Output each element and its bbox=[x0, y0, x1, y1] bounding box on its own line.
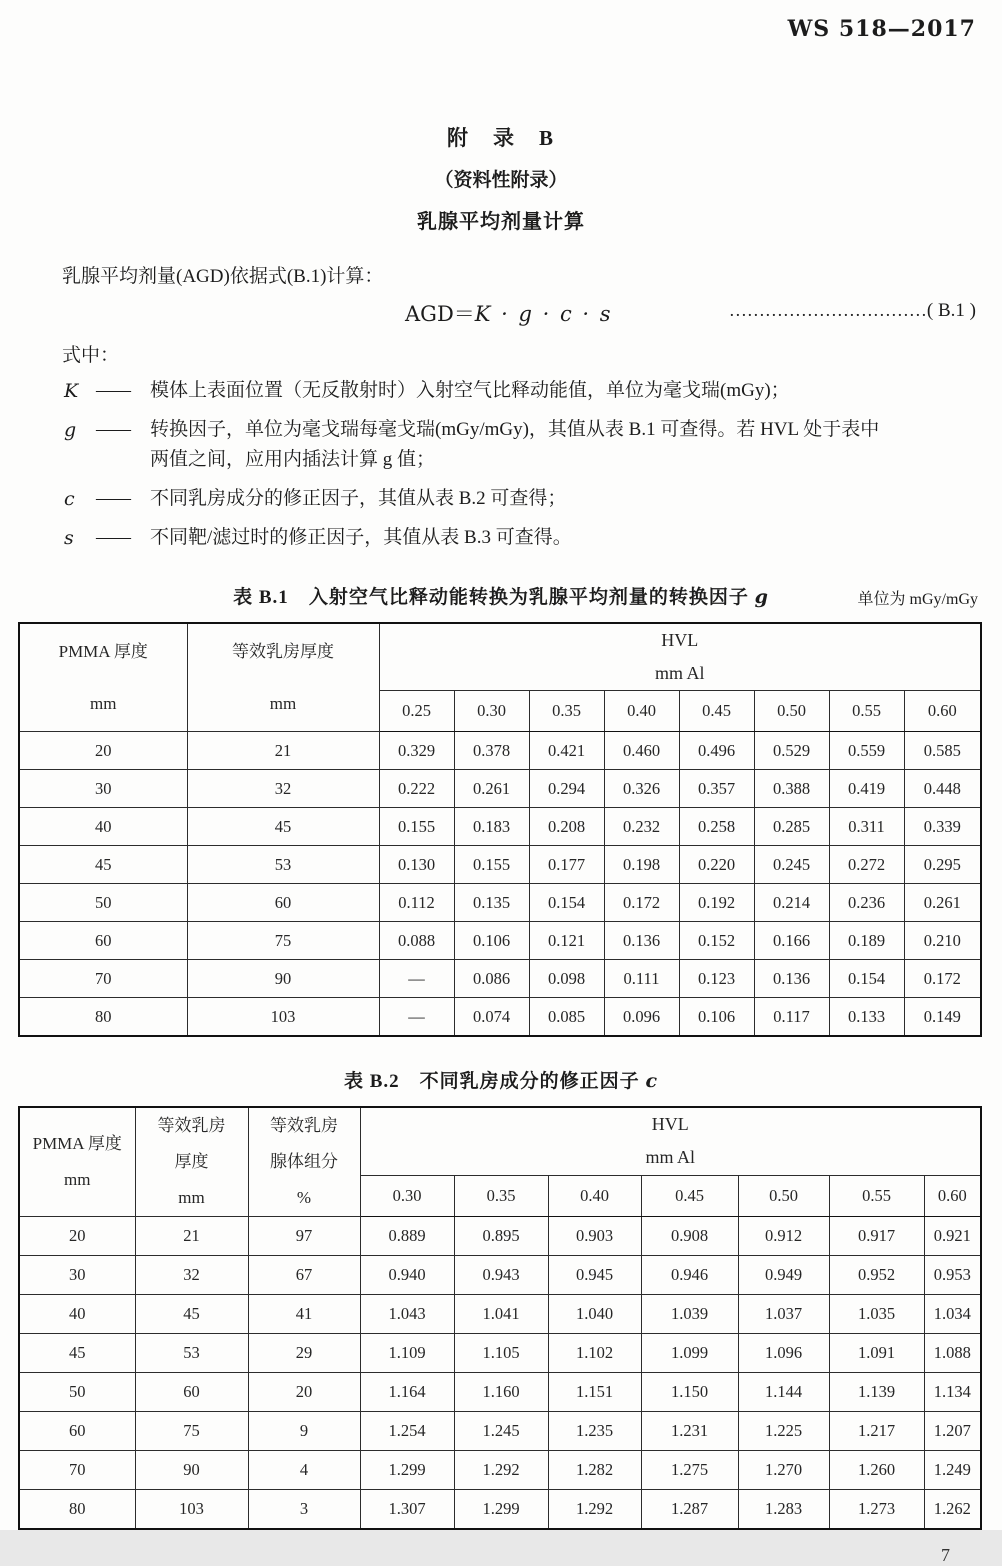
table-cell: 1.096 bbox=[738, 1334, 829, 1373]
table-cell: 0.154 bbox=[529, 884, 604, 922]
table-cell: 0.326 bbox=[604, 770, 679, 808]
table-b1-unit-note: 单位为 mGy/mGy bbox=[857, 591, 978, 609]
doc-number: WS 518—2017 bbox=[787, 16, 976, 42]
table-cell: 0.421 bbox=[529, 732, 604, 770]
formula-rhs: K · g · c · s bbox=[474, 302, 613, 326]
table-cell: 0.895 bbox=[454, 1217, 548, 1256]
table-cell: 0.085 bbox=[529, 998, 604, 1037]
table-cell: 0.183 bbox=[454, 808, 529, 846]
table-cell: 1.043 bbox=[360, 1295, 454, 1334]
b1-hvl-label: HVL bbox=[661, 630, 699, 651]
table-row bbox=[19, 808, 981, 846]
table-cell: 0.166 bbox=[754, 922, 829, 960]
table-cell: 0.232 bbox=[604, 808, 679, 846]
table-cell: 0.952 bbox=[829, 1256, 924, 1295]
hvl-value-header: 0.60 bbox=[904, 691, 981, 732]
table-cell: 0.917 bbox=[829, 1217, 924, 1256]
table-cell: 0.236 bbox=[829, 884, 904, 922]
table-cell: 80 bbox=[19, 998, 187, 1037]
table-cell: 0.912 bbox=[738, 1217, 829, 1256]
table-row bbox=[19, 1334, 981, 1373]
table-cell: 0.192 bbox=[679, 884, 754, 922]
table-cell: 1.134 bbox=[924, 1373, 981, 1412]
table-cell: 0.329 bbox=[379, 732, 454, 770]
table-cell: 1.102 bbox=[548, 1334, 641, 1373]
table-cell: 1.282 bbox=[548, 1451, 641, 1490]
table-cell: 50 bbox=[19, 884, 187, 922]
b1-header-equiv-line2: mm bbox=[269, 693, 297, 713]
table-row bbox=[19, 922, 981, 960]
table-cell: 53 bbox=[135, 1334, 248, 1373]
table-cell: 40 bbox=[19, 808, 187, 846]
table-cell: 0.133 bbox=[829, 998, 904, 1037]
definition-item bbox=[64, 484, 976, 514]
table-cell: 1.270 bbox=[738, 1451, 829, 1490]
hvl-value-header: 0.25 bbox=[379, 691, 454, 732]
table-row bbox=[19, 1490, 981, 1530]
table-b1-caption-text: 入射空气比释动能转换为乳腺平均剂量的转换因子 bbox=[308, 587, 755, 609]
table-cell: 0.496 bbox=[679, 732, 754, 770]
hvl-value-header: 0.55 bbox=[829, 1175, 924, 1216]
table-cell: 1.091 bbox=[829, 1334, 924, 1373]
table-cell: 0.172 bbox=[904, 960, 981, 998]
table-cell: 30 bbox=[19, 770, 187, 808]
hvl-value-header: 0.60 bbox=[924, 1175, 981, 1216]
table-b1 bbox=[18, 622, 982, 1037]
table-cell: 1.307 bbox=[360, 1490, 454, 1530]
table-row bbox=[19, 884, 981, 922]
table-cell: 1.139 bbox=[829, 1373, 924, 1412]
table-cell: 0.135 bbox=[454, 884, 529, 922]
table-b2-caption-text: 不同乳房成分的修正因子 bbox=[419, 1071, 646, 1093]
table-cell: 45 bbox=[19, 1334, 135, 1373]
b1-header-pmma-line1: PMMA 厚度 bbox=[58, 641, 148, 661]
table-cell: 1.249 bbox=[924, 1451, 981, 1490]
table-cell: 103 bbox=[187, 998, 379, 1037]
b2-header-glandularity bbox=[248, 1107, 360, 1217]
definition-dash: —— bbox=[96, 488, 128, 510]
b1-header-pmma-thickness bbox=[19, 623, 187, 732]
b2-hvl-unit: mm Al bbox=[645, 1147, 696, 1168]
formula-b1-row bbox=[0, 296, 1002, 330]
b2-hvl-label: HVL bbox=[651, 1114, 689, 1135]
table-cell: 21 bbox=[187, 732, 379, 770]
table-cell: 0.903 bbox=[548, 1217, 641, 1256]
table-cell: 70 bbox=[19, 1451, 135, 1490]
table-cell: 0.943 bbox=[454, 1256, 548, 1295]
table-row bbox=[19, 960, 981, 998]
table-cell: 0.222 bbox=[379, 770, 454, 808]
table-cell: 20 bbox=[19, 1217, 135, 1256]
definition-item bbox=[64, 415, 976, 475]
table-cell: 70 bbox=[19, 960, 187, 998]
table-cell: 80 bbox=[19, 1490, 135, 1530]
hvl-value-header: 0.30 bbox=[360, 1175, 454, 1216]
table-cell: 0.117 bbox=[754, 998, 829, 1037]
table-cell: — bbox=[379, 998, 454, 1037]
table-cell: 0.419 bbox=[829, 770, 904, 808]
table-cell: 50 bbox=[19, 1373, 135, 1412]
table-cell: 0.086 bbox=[454, 960, 529, 998]
table-cell: 0.946 bbox=[641, 1256, 738, 1295]
table-cell: 0.208 bbox=[529, 808, 604, 846]
table-cell: 9 bbox=[248, 1412, 360, 1451]
table-cell: 1.262 bbox=[924, 1490, 981, 1530]
table-cell: 1.088 bbox=[924, 1334, 981, 1373]
page-number: 7 bbox=[941, 1545, 950, 1566]
hvl-value-header: 0.50 bbox=[738, 1175, 829, 1216]
table-row bbox=[19, 1217, 981, 1256]
table-cell: 45 bbox=[187, 808, 379, 846]
table-cell: 0.272 bbox=[829, 846, 904, 884]
table-cell: 0.130 bbox=[379, 846, 454, 884]
table-cell: 41 bbox=[248, 1295, 360, 1334]
table-cell: — bbox=[379, 960, 454, 998]
formula-lhs: AGD＝ bbox=[405, 302, 475, 326]
table-b2 bbox=[18, 1106, 982, 1530]
table-cell: 0.074 bbox=[454, 998, 529, 1037]
table-row bbox=[19, 846, 981, 884]
b2-header-equiv-line2: 厚度 bbox=[174, 1152, 209, 1172]
table-cell: 0.220 bbox=[679, 846, 754, 884]
table-cell: 67 bbox=[248, 1256, 360, 1295]
table-cell: 1.225 bbox=[738, 1412, 829, 1451]
b1-hvl-unit: mm Al bbox=[655, 663, 705, 684]
table-cell: 1.160 bbox=[454, 1373, 548, 1412]
table-cell: 0.261 bbox=[454, 770, 529, 808]
definition-symbol: K bbox=[64, 380, 79, 402]
table-cell: 40 bbox=[19, 1295, 135, 1334]
table-cell: 32 bbox=[135, 1256, 248, 1295]
table-cell: 0.949 bbox=[738, 1256, 829, 1295]
b2-header-hvl bbox=[360, 1107, 981, 1175]
table-b2-header-row bbox=[19, 1107, 981, 1175]
formula-leader-dots: …………………………… bbox=[728, 300, 927, 320]
table-cell: 60 bbox=[19, 1412, 135, 1451]
table-cell: 0.214 bbox=[754, 884, 829, 922]
table-cell: 1.273 bbox=[829, 1490, 924, 1530]
table-cell: 0.155 bbox=[379, 808, 454, 846]
table-b1-caption-row bbox=[0, 582, 1002, 610]
table-cell: 45 bbox=[19, 846, 187, 884]
table-cell: 1.105 bbox=[454, 1334, 548, 1373]
table-cell: 97 bbox=[248, 1217, 360, 1256]
formula-reference-number: ( B.1 ) bbox=[926, 300, 976, 321]
appendix-subtitle: （资料性附录） bbox=[434, 170, 568, 191]
definition-text: 不同靶/滤过时的修正因子，其值从表 B.3 可查得。 bbox=[150, 527, 572, 549]
table-cell: 0.940 bbox=[360, 1256, 454, 1295]
table-cell: 0.154 bbox=[829, 960, 904, 998]
table-cell: 103 bbox=[135, 1490, 248, 1530]
table-cell: 0.112 bbox=[379, 884, 454, 922]
b2-header-gland-line1: 等效乳房 bbox=[270, 1116, 338, 1136]
table-cell: 60 bbox=[19, 922, 187, 960]
b1-header-equivalent-breast-thickness bbox=[187, 623, 379, 732]
hvl-value-header: 0.45 bbox=[679, 691, 754, 732]
definitions-list bbox=[64, 376, 976, 553]
table-cell: 1.034 bbox=[924, 1295, 981, 1334]
table-cell: 0.357 bbox=[679, 770, 754, 808]
table-cell: 0.378 bbox=[454, 732, 529, 770]
table-cell: 0.152 bbox=[679, 922, 754, 960]
table-cell: 0.136 bbox=[754, 960, 829, 998]
table-b2-caption bbox=[344, 1071, 658, 1092]
table-cell: 1.041 bbox=[454, 1295, 548, 1334]
definition-symbol: g bbox=[64, 419, 77, 442]
table-row bbox=[19, 1295, 981, 1334]
table-cell: 0.111 bbox=[604, 960, 679, 998]
table-cell: 0.198 bbox=[604, 846, 679, 884]
table-cell: 1.109 bbox=[360, 1334, 454, 1373]
table-cell: 1.287 bbox=[641, 1490, 738, 1530]
table-cell: 1.035 bbox=[829, 1295, 924, 1334]
table-cell: 1.040 bbox=[548, 1295, 641, 1334]
table-cell: 0.121 bbox=[529, 922, 604, 960]
table-cell: 0.908 bbox=[641, 1217, 738, 1256]
table-cell: 0.172 bbox=[604, 884, 679, 922]
formula-leader-wrap bbox=[729, 300, 976, 322]
hvl-value-header: 0.45 bbox=[641, 1175, 738, 1216]
b2-header-gland-line3: % bbox=[296, 1188, 312, 1208]
b2-header-pmma-line1: PMMA 厚度 bbox=[32, 1134, 122, 1154]
table-b2-caption-row bbox=[0, 1066, 1002, 1094]
where-label: 式中： bbox=[62, 345, 120, 366]
definition-item bbox=[64, 376, 976, 406]
table-row bbox=[19, 1373, 981, 1412]
table-row bbox=[19, 732, 981, 770]
table-cell: 0.529 bbox=[754, 732, 829, 770]
table-cell: 0.106 bbox=[679, 998, 754, 1037]
table-cell: 0.155 bbox=[454, 846, 529, 884]
table-row bbox=[19, 998, 981, 1037]
appendix-title: 附 录 B bbox=[446, 126, 555, 150]
table-cell: 53 bbox=[187, 846, 379, 884]
table-cell: 0.559 bbox=[829, 732, 904, 770]
b2-header-pmma-thickness bbox=[19, 1107, 135, 1217]
table-cell: 0.088 bbox=[379, 922, 454, 960]
intro-paragraph: 乳腺平均剂量(AGD)依据式(B.1)计算： bbox=[62, 266, 384, 287]
table-cell: 0.149 bbox=[904, 998, 981, 1037]
table-cell: 32 bbox=[187, 770, 379, 808]
table-b1-caption-label: 表 B.1 bbox=[233, 587, 289, 609]
table-cell: 90 bbox=[135, 1451, 248, 1490]
table-cell: 0.953 bbox=[924, 1256, 981, 1295]
b2-header-pmma-line2: mm bbox=[64, 1170, 91, 1190]
table-cell: 0.388 bbox=[754, 770, 829, 808]
table-cell: 20 bbox=[19, 732, 187, 770]
table-cell: 3 bbox=[248, 1490, 360, 1530]
definition-text: 模体上表面位置（无反散射时）入射空气比释动能值，单位为毫戈瑞(mGy)； bbox=[150, 380, 790, 401]
table-b1-caption-symbol: g bbox=[754, 586, 769, 609]
table-cell: 0.294 bbox=[529, 770, 604, 808]
table-cell: 0.258 bbox=[679, 808, 754, 846]
table-b2-caption-symbol: c bbox=[645, 1070, 659, 1093]
table-cell: 1.037 bbox=[738, 1295, 829, 1334]
table-cell: 75 bbox=[135, 1412, 248, 1451]
table-cell: 0.585 bbox=[904, 732, 981, 770]
definition-item bbox=[64, 523, 976, 553]
table-cell: 0.339 bbox=[904, 808, 981, 846]
table-cell: 0.123 bbox=[679, 960, 754, 998]
appendix-section-title: 乳腺平均剂量计算 bbox=[417, 211, 585, 233]
table-cell: 0.261 bbox=[904, 884, 981, 922]
table-cell: 0.098 bbox=[529, 960, 604, 998]
b2-header-equivalent-breast-thickness bbox=[135, 1107, 248, 1217]
table-cell: 4 bbox=[248, 1451, 360, 1490]
hvl-value-header: 0.40 bbox=[604, 691, 679, 732]
hvl-value-header: 0.55 bbox=[829, 691, 904, 732]
table-cell: 1.283 bbox=[738, 1490, 829, 1530]
table-cell: 1.151 bbox=[548, 1373, 641, 1412]
table-cell: 0.285 bbox=[754, 808, 829, 846]
table-cell: 0.448 bbox=[904, 770, 981, 808]
table-cell: 1.207 bbox=[924, 1412, 981, 1451]
table-cell: 1.292 bbox=[548, 1490, 641, 1530]
table-cell: 30 bbox=[19, 1256, 135, 1295]
table-cell: 0.136 bbox=[604, 922, 679, 960]
table-row bbox=[19, 1412, 981, 1451]
b2-header-gland-line2: 腺体组分 bbox=[270, 1152, 338, 1172]
table-row bbox=[19, 770, 981, 808]
definition-dash: —— bbox=[96, 419, 128, 441]
table-cell: 1.299 bbox=[360, 1451, 454, 1490]
hvl-value-header: 0.30 bbox=[454, 691, 529, 732]
table-cell: 29 bbox=[248, 1334, 360, 1373]
table-cell: 0.945 bbox=[548, 1256, 641, 1295]
table-cell: 0.177 bbox=[529, 846, 604, 884]
table-cell: 20 bbox=[248, 1373, 360, 1412]
table-cell: 75 bbox=[187, 922, 379, 960]
definition-symbol: s bbox=[64, 527, 74, 550]
table-cell: 1.299 bbox=[454, 1490, 548, 1530]
definition-text: 转换因子，单位为毫戈瑞每毫戈瑞(mGy/mGy)，其值从表 B.1 可查得。若 HVL 处于表中 两值之间，应用内插法计算 g 值； bbox=[150, 419, 880, 471]
table-cell: 0.106 bbox=[454, 922, 529, 960]
hvl-value-header: 0.35 bbox=[529, 691, 604, 732]
table-row bbox=[19, 1256, 981, 1295]
definition-text: 不同乳房成分的修正因子，其值从表 B.2 可查得； bbox=[150, 488, 567, 510]
table-b1-caption bbox=[233, 587, 769, 608]
b1-header-pmma-line2: mm bbox=[90, 693, 117, 713]
table-cell: 0.921 bbox=[924, 1217, 981, 1256]
table-row bbox=[19, 1451, 981, 1490]
table-cell: 1.245 bbox=[454, 1412, 548, 1451]
table-cell: 0.295 bbox=[904, 846, 981, 884]
table-cell: 1.231 bbox=[641, 1412, 738, 1451]
table-cell: 1.275 bbox=[641, 1451, 738, 1490]
table-cell: 60 bbox=[135, 1373, 248, 1412]
table-cell: 90 bbox=[187, 960, 379, 998]
table-cell: 0.245 bbox=[754, 846, 829, 884]
table-cell: 0.096 bbox=[604, 998, 679, 1037]
definition-symbol: c bbox=[64, 488, 75, 511]
hvl-value-header: 0.40 bbox=[548, 1175, 641, 1216]
table-cell: 45 bbox=[135, 1295, 248, 1334]
table-cell: 0.189 bbox=[829, 922, 904, 960]
table-cell: 0.889 bbox=[360, 1217, 454, 1256]
table-cell: 1.039 bbox=[641, 1295, 738, 1334]
table-cell: 1.144 bbox=[738, 1373, 829, 1412]
table-b2-caption-label: 表 B.2 bbox=[343, 1071, 400, 1093]
definition-dash: —— bbox=[96, 527, 128, 549]
table-cell: 60 bbox=[187, 884, 379, 922]
table-cell: 0.210 bbox=[904, 922, 981, 960]
table-cell: 21 bbox=[135, 1217, 248, 1256]
table-cell: 1.164 bbox=[360, 1373, 454, 1412]
table-cell: 1.217 bbox=[829, 1412, 924, 1451]
table-cell: 1.099 bbox=[641, 1334, 738, 1373]
b2-header-equiv-line3: mm bbox=[178, 1188, 205, 1208]
table-cell: 0.311 bbox=[829, 808, 904, 846]
definition-dash: —— bbox=[96, 380, 128, 401]
table-cell: 1.254 bbox=[360, 1412, 454, 1451]
b1-header-equiv-line1: 等效乳房厚度 bbox=[232, 641, 334, 661]
table-cell: 1.150 bbox=[641, 1373, 738, 1412]
table-cell: 1.260 bbox=[829, 1451, 924, 1490]
table-cell: 1.292 bbox=[454, 1451, 548, 1490]
formula-b1 bbox=[405, 298, 613, 328]
hvl-value-header: 0.35 bbox=[454, 1175, 548, 1216]
table-b1-header-row bbox=[19, 623, 981, 691]
table-cell: 0.460 bbox=[604, 732, 679, 770]
hvl-value-header: 0.50 bbox=[754, 691, 829, 732]
table-cell: 1.235 bbox=[548, 1412, 641, 1451]
b1-header-hvl bbox=[379, 623, 981, 691]
b2-header-equiv-line1: 等效乳房 bbox=[157, 1116, 226, 1136]
